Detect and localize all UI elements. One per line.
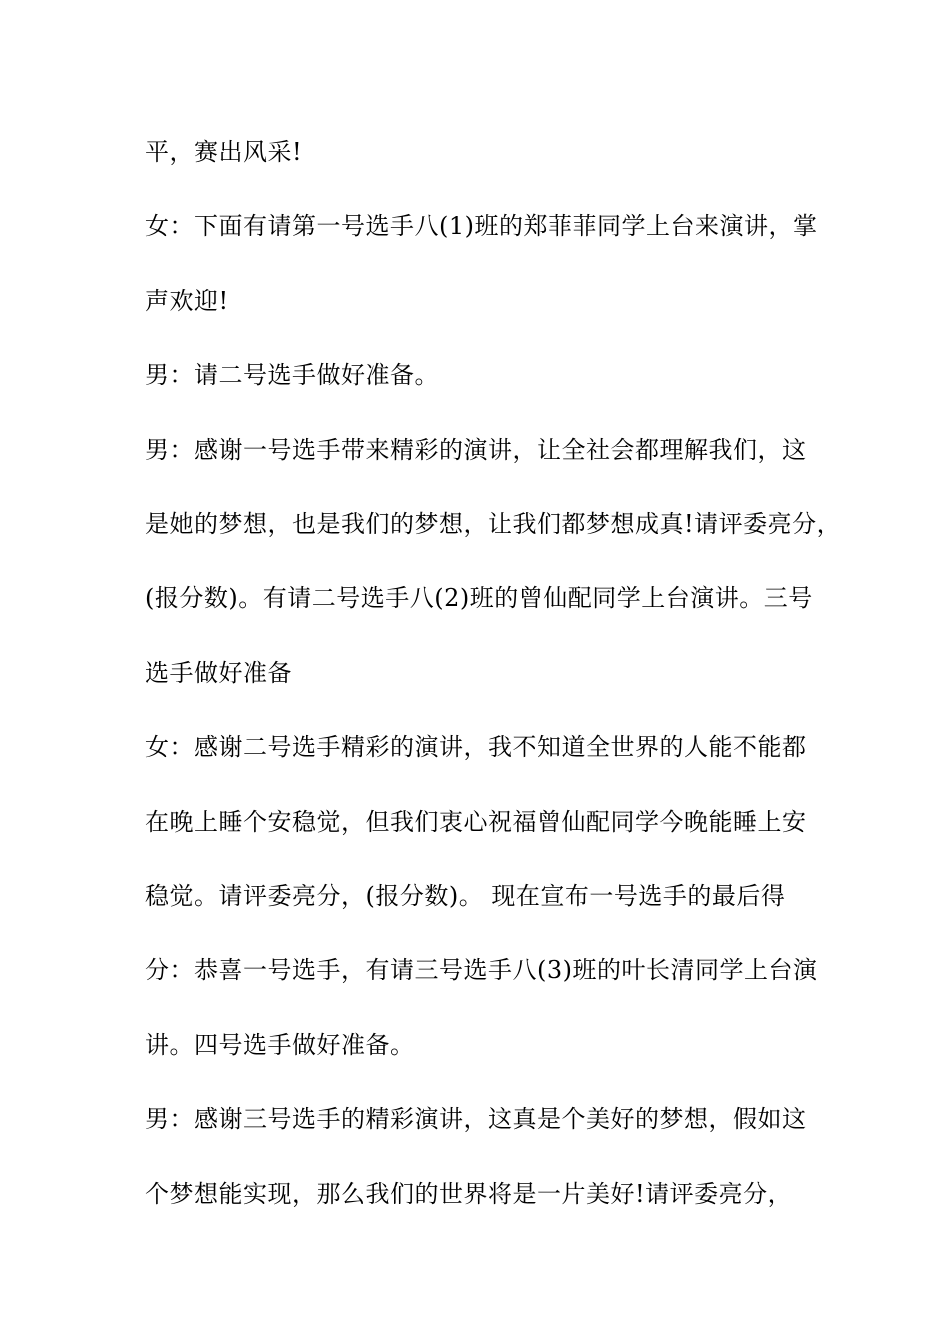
text-line: 平，赛出风采! [145, 138, 303, 166]
text-line: 个梦想能实现，那么我们的世界将是一片美好!请评委亮分， [145, 1180, 793, 1208]
text-line: (报分数)。有请二号选手八(2)班的曾仙配同学上台演讲。三号 [145, 584, 813, 612]
text-line: 是她的梦想，也是我们的梦想，让我们都梦想成真!请评委亮分， [145, 510, 842, 538]
text-line: 讲。四号选手做好准备。 [145, 1031, 415, 1059]
text-line: 稳觉。请评委亮分，(报分数)。 现在宣布一号选手的最后得 [145, 882, 786, 910]
text-line: 男：感谢三号选手的精彩演讲，这真是个美好的梦想，假如这 [145, 1105, 807, 1133]
text-line: 男：感谢一号选手带来精彩的演讲，让全社会都理解我们，这 [145, 436, 807, 464]
text-line: 在晚上睡个安稳觉，但我们衷心祝福曾仙配同学今晚能睡上安 [145, 808, 807, 836]
text-line: 女：下面有请第一号选手八(1)班的郑菲菲同学上台来演讲，掌 [145, 212, 818, 240]
text-line: 声欢迎! [145, 287, 229, 315]
text-line: 男：请二号选手做好准备。 [145, 361, 439, 389]
text-line: 选手做好准备 [145, 659, 292, 687]
text-line: 女：感谢二号选手精彩的演讲，我不知道全世界的人能不能都 [145, 733, 807, 761]
text-line: 分：恭喜一号选手，有请三号选手八(3)班的叶长清同学上台演 [145, 956, 818, 984]
